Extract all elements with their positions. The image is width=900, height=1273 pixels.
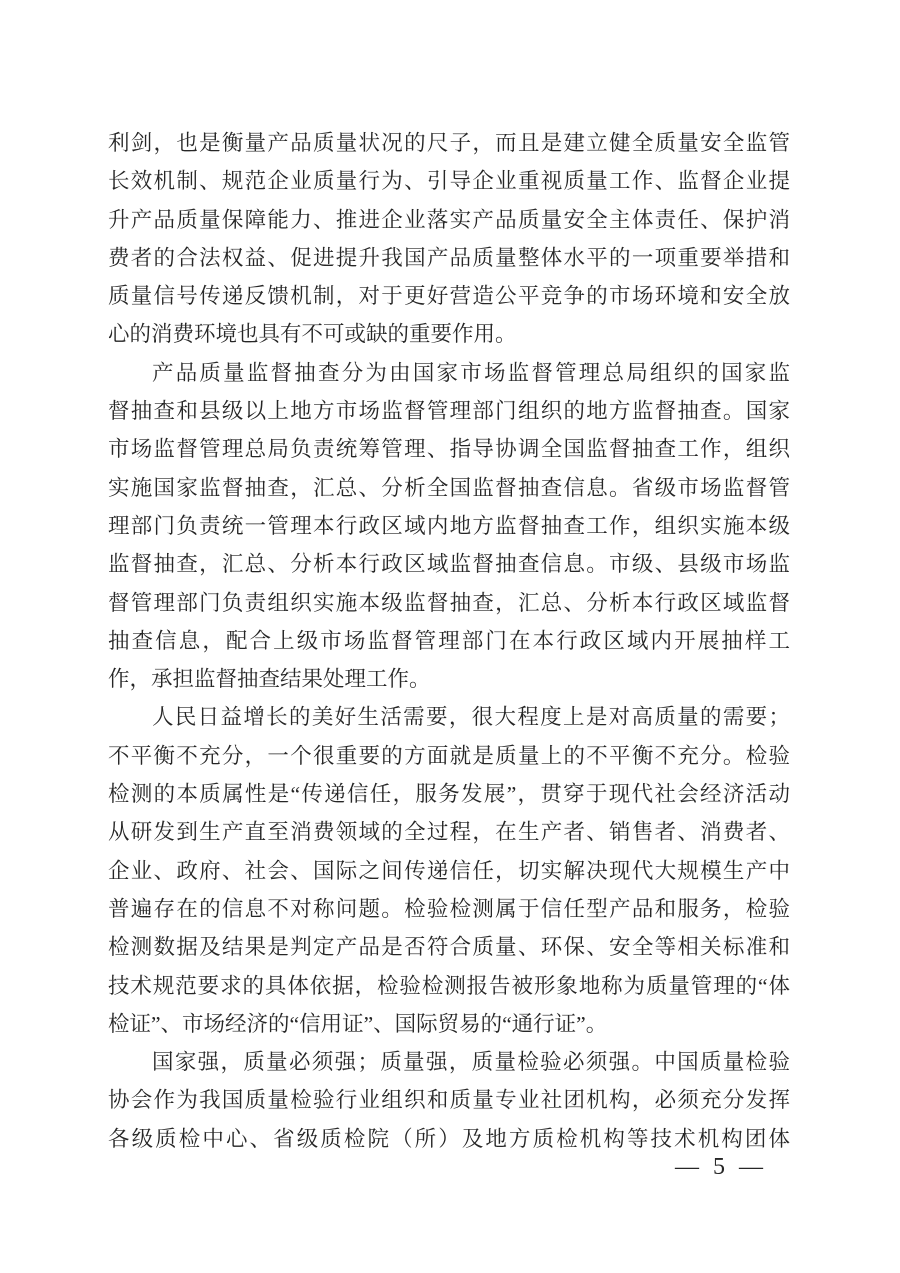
page-number: — 5 — bbox=[675, 1154, 767, 1180]
body-text bbox=[108, 124, 790, 1158]
text-line: 产品质量监督抽查分为由国家市场监督管理总局组织的国家监 bbox=[152, 360, 790, 385]
text-line: 检测数据及结果是判定产品是否符合质量、环保、安全等相关标准和 bbox=[108, 935, 790, 960]
text-line: 协会作为我国质量检验行业组织和质量专业社团机构，必须充分发挥 bbox=[108, 1088, 790, 1113]
text-line: 国家强，质量必须强；质量强，质量检验必须强。中国质量检验 bbox=[152, 1050, 790, 1075]
text-line: 各级质检中心、省级质检院（所）及地方质检机构等技术机构团体 bbox=[108, 1126, 790, 1151]
text-line: 从研发到生产直至消费领域的全过程，在生产者、销售者、消费者、 bbox=[108, 820, 790, 845]
text-line: 利剑，也是衡量产品质量状况的尺子，而且是建立健全质量安全监管 bbox=[108, 131, 790, 155]
paragraph bbox=[108, 124, 790, 354]
paragraph bbox=[108, 1043, 790, 1158]
text-line: 技术规范要求的具体依据，检验检测报告被形象地称为质量管理的“体 bbox=[108, 973, 790, 998]
text-line: 心的消费环境也具有不可或缺的重要作用。 bbox=[108, 322, 517, 347]
text-line: 检测的本质属性是“传递信任，服务发展”，贯穿于现代社会经济活动 bbox=[108, 782, 790, 807]
text-line: 人民日益增长的美好生活需要，很大程度上是对高质量的需要； bbox=[152, 705, 790, 730]
text-line: 费者的合法权益、促进提升我国产品质量整体水平的一项重要举措和 bbox=[108, 245, 790, 270]
text-line: 实施国家监督抽查，汇总、分析全国监督抽查信息。省级市场监督管 bbox=[108, 475, 790, 500]
text-line: 检证”、市场经济的“信用证”、国际贸易的“通行证”。 bbox=[108, 1011, 608, 1036]
text-line: 长效机制、规范企业质量行为、引导企业重视质量工作、监督企业提 bbox=[108, 169, 790, 194]
text-line: 监督抽查，汇总、分析本行政区域监督抽查信息。市级、县级市场监 bbox=[108, 552, 790, 577]
text-line: 作，承担监督抽查结果处理工作。 bbox=[108, 667, 431, 692]
paragraph bbox=[108, 354, 790, 699]
text-line: 质量信号传递反馈机制，对于更好营造公平竞争的市场环境和安全放 bbox=[108, 284, 790, 309]
text-line: 普遍存在的信息不对称问题。检验检测属于信任型产品和服务，检验 bbox=[108, 896, 790, 921]
text-line: 升产品质量保障能力、推进企业落实产品质量安全主体责任、保护消 bbox=[108, 207, 790, 232]
text-line: 市场监督管理总局负责统筹管理、指导协调全国监督抽查工作，组织 bbox=[108, 437, 790, 462]
text-line: 督管理部门负责组织实施本级监督抽查，汇总、分析本行政区域监督 bbox=[108, 590, 790, 615]
text-line: 抽查信息，配合上级市场监督管理部门在本行政区域内开展抽样工 bbox=[108, 628, 790, 653]
paragraph bbox=[108, 698, 790, 1043]
text-line: 督抽查和县级以上地方市场监督管理部门组织的地方监督抽查。国家 bbox=[108, 399, 790, 424]
text-line: 企业、政府、社会、国际之间传递信任，切实解决现代大规模生产中 bbox=[108, 858, 790, 883]
text-line: 不平衡不充分，一个很重要的方面就是质量上的不平衡不充分。检验 bbox=[108, 743, 790, 768]
text-line: 理部门负责统一管理本行政区域内地方监督抽查工作，组织实施本级 bbox=[108, 513, 790, 538]
